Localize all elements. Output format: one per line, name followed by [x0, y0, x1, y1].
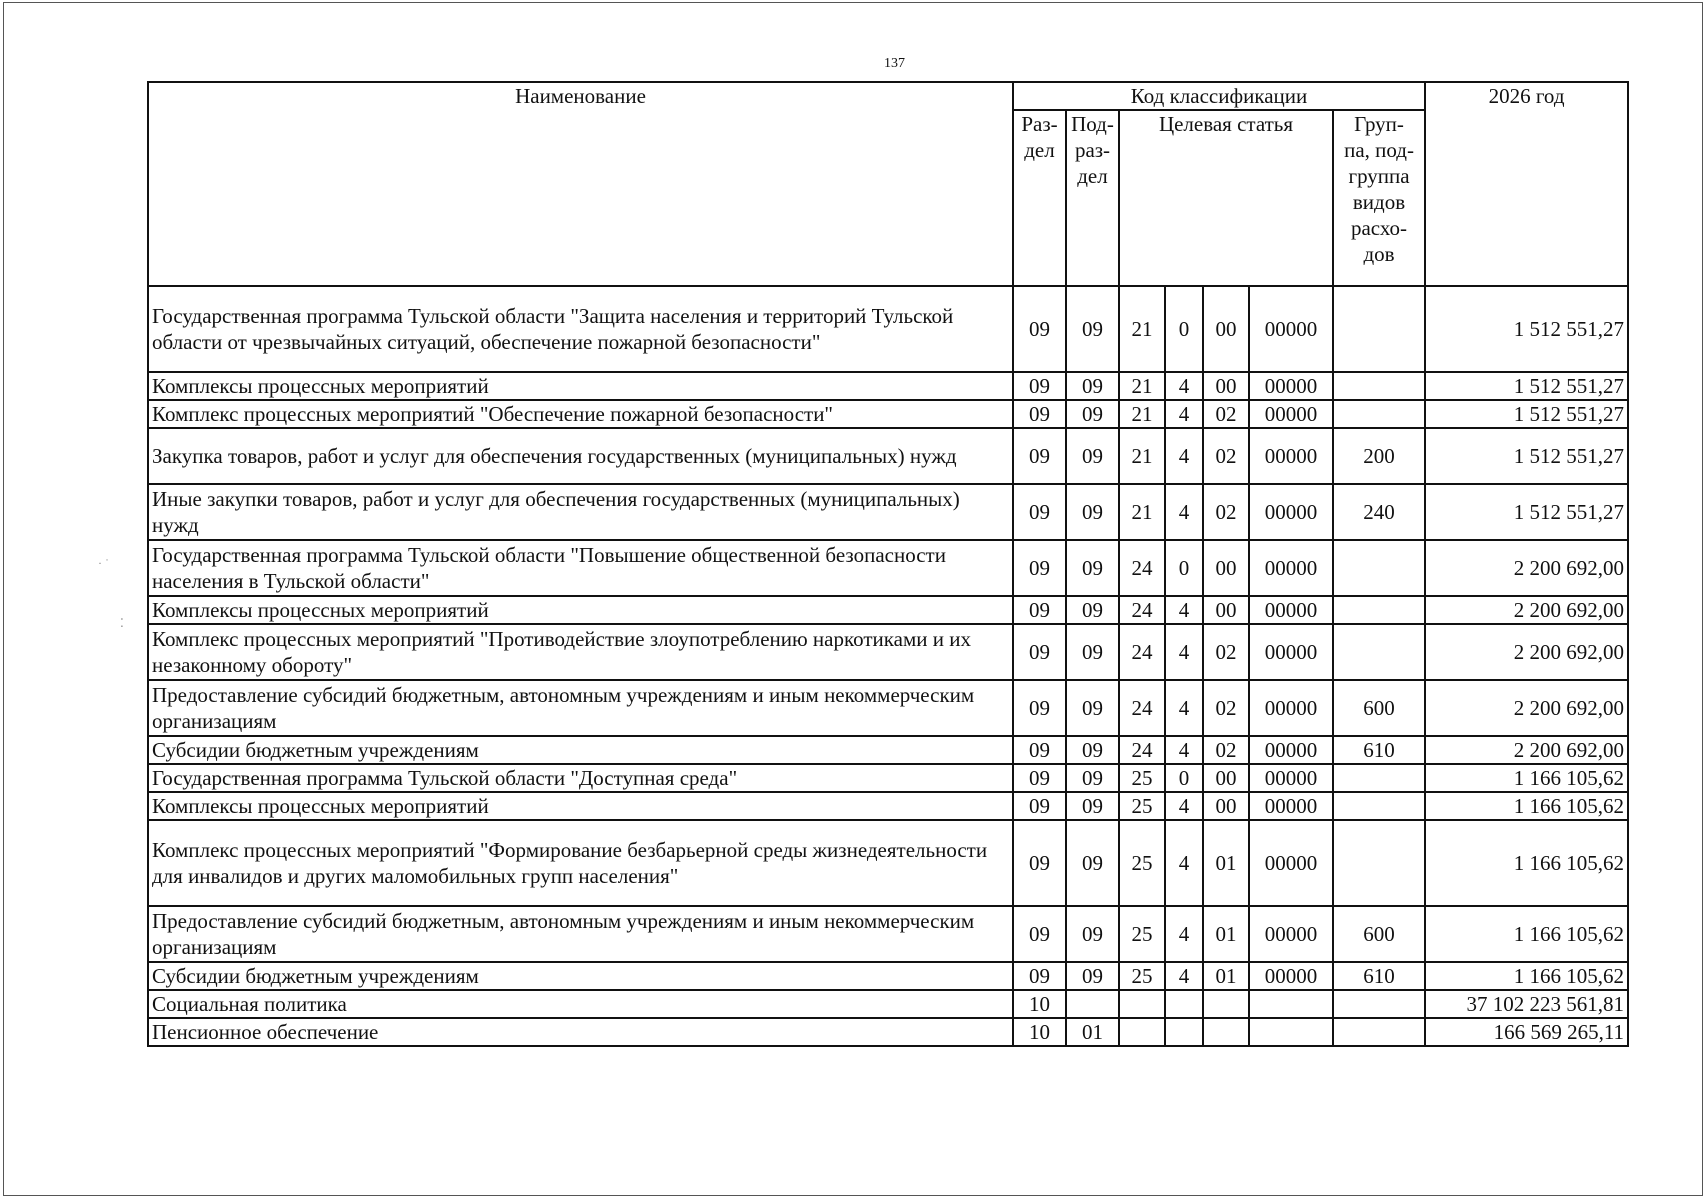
header-target-article: Целевая статья: [1119, 110, 1333, 286]
section-code: 10: [1013, 990, 1066, 1018]
table-row: [148, 1018, 1628, 1046]
amount-2026: 1 512 551,27: [1425, 428, 1628, 484]
direction-code: 00000: [1249, 540, 1333, 596]
subprogram-code: 0: [1165, 764, 1203, 792]
amount-2026: 2 200 692,00: [1425, 736, 1628, 764]
row-name: Комплексы процессных мероприятий: [148, 792, 1013, 820]
subsection-code: 09: [1066, 792, 1119, 820]
subprogram-code: 4: [1165, 372, 1203, 400]
direction-code: 00000: [1249, 484, 1333, 540]
subsection-code: [1066, 990, 1119, 1018]
table-row: [148, 372, 1628, 400]
expense-type-code: 240: [1333, 484, 1425, 540]
program-code: 24: [1119, 540, 1165, 596]
amount-2026: 1 512 551,27: [1425, 286, 1628, 372]
section-code: 09: [1013, 286, 1066, 372]
subprogram-code: 0: [1165, 286, 1203, 372]
section-code: 09: [1013, 962, 1066, 990]
subprogram-code: 4: [1165, 680, 1203, 736]
section-code: 09: [1013, 484, 1066, 540]
measure-code: 01: [1203, 962, 1249, 990]
subprogram-code: [1165, 990, 1203, 1018]
direction-code: 00000: [1249, 286, 1333, 372]
table-row: [148, 906, 1628, 962]
program-code: [1119, 1018, 1165, 1046]
row-name: Иные закупки товаров, работ и услуг для обеспечения государственных (муниципальных) нужд: [148, 484, 1013, 540]
measure-code: 01: [1203, 906, 1249, 962]
expense-type-code: [1333, 286, 1425, 372]
direction-code: 00000: [1249, 764, 1333, 792]
subsection-code: 01: [1066, 1018, 1119, 1046]
scan-artifact: · ˙: [98, 556, 109, 570]
expense-type-code: 610: [1333, 736, 1425, 764]
budget-table: [147, 81, 1629, 1047]
expense-type-code: [1333, 820, 1425, 906]
subsection-code: 09: [1066, 596, 1119, 624]
program-code: 21: [1119, 484, 1165, 540]
header-name: Наименование: [148, 82, 1013, 286]
measure-code: 00: [1203, 540, 1249, 596]
subsection-code: 09: [1066, 484, 1119, 540]
measure-code: 00: [1203, 764, 1249, 792]
direction-code: 00000: [1249, 680, 1333, 736]
row-name: Субсидии бюджетным учреждениям: [148, 962, 1013, 990]
row-name: Социальная политика: [148, 990, 1013, 1018]
subsection-code: 09: [1066, 820, 1119, 906]
direction-code: [1249, 1018, 1333, 1046]
measure-code: 01: [1203, 820, 1249, 906]
section-code: 09: [1013, 764, 1066, 792]
amount-2026: 2 200 692,00: [1425, 540, 1628, 596]
expense-type-code: 610: [1333, 962, 1425, 990]
subprogram-code: 4: [1165, 962, 1203, 990]
subprogram-code: [1165, 1018, 1203, 1046]
row-name: Закупка товаров, работ и услуг для обеспечения государственных (муниципальных) нужд: [148, 428, 1013, 484]
expense-type-code: 600: [1333, 680, 1425, 736]
measure-code: 02: [1203, 680, 1249, 736]
table-row: [148, 540, 1628, 596]
direction-code: 00000: [1249, 400, 1333, 428]
amount-2026: 2 200 692,00: [1425, 596, 1628, 624]
amount-2026: 1 512 551,27: [1425, 372, 1628, 400]
measure-code: 00: [1203, 286, 1249, 372]
program-code: 25: [1119, 792, 1165, 820]
table-row: [148, 680, 1628, 736]
direction-code: [1249, 990, 1333, 1018]
amount-2026: 37 102 223 561,81: [1425, 990, 1628, 1018]
table-row: [148, 792, 1628, 820]
amount-2026: 1 166 105,62: [1425, 962, 1628, 990]
measure-code: 00: [1203, 372, 1249, 400]
amount-2026: 2 200 692,00: [1425, 680, 1628, 736]
section-code: 09: [1013, 820, 1066, 906]
subsection-code: 09: [1066, 400, 1119, 428]
amount-2026: 1 512 551,27: [1425, 400, 1628, 428]
direction-code: 00000: [1249, 792, 1333, 820]
measure-code: 02: [1203, 624, 1249, 680]
measure-code: 00: [1203, 792, 1249, 820]
subsection-code: 09: [1066, 680, 1119, 736]
row-name: Комплексы процессных мероприятий: [148, 372, 1013, 400]
header-year: 2026 год: [1425, 82, 1628, 286]
direction-code: 00000: [1249, 906, 1333, 962]
subsection-code: 09: [1066, 962, 1119, 990]
subprogram-code: 4: [1165, 400, 1203, 428]
expense-type-code: [1333, 764, 1425, 792]
expense-type-code: 200: [1333, 428, 1425, 484]
subprogram-code: 4: [1165, 428, 1203, 484]
direction-code: 00000: [1249, 962, 1333, 990]
measure-code: [1203, 990, 1249, 1018]
program-code: 25: [1119, 962, 1165, 990]
expense-type-code: [1333, 624, 1425, 680]
measure-code: 02: [1203, 400, 1249, 428]
direction-code: 00000: [1249, 596, 1333, 624]
direction-code: 00000: [1249, 820, 1333, 906]
program-code: 21: [1119, 400, 1165, 428]
amount-2026: 1 166 105,62: [1425, 764, 1628, 792]
measure-code: 02: [1203, 736, 1249, 764]
row-name: Субсидии бюджетным учреждениям: [148, 736, 1013, 764]
subprogram-code: 0: [1165, 540, 1203, 596]
row-name: Государственная программа Тульской области "Доступная среда": [148, 764, 1013, 792]
subsection-code: 09: [1066, 906, 1119, 962]
table-row: [148, 400, 1628, 428]
program-code: 21: [1119, 286, 1165, 372]
table-row: [148, 286, 1628, 372]
section-code: 09: [1013, 372, 1066, 400]
subsection-code: 09: [1066, 286, 1119, 372]
table-row: [148, 596, 1628, 624]
expense-type-code: [1333, 792, 1425, 820]
subsection-code: 09: [1066, 428, 1119, 484]
measure-code: 00: [1203, 596, 1249, 624]
program-code: 25: [1119, 764, 1165, 792]
section-code: 09: [1013, 624, 1066, 680]
section-code: 09: [1013, 428, 1066, 484]
scan-artifact: ⁚: [120, 616, 124, 630]
amount-2026: 2 200 692,00: [1425, 624, 1628, 680]
row-name: Комплекс процессных мероприятий "Обеспечение пожарной безопасности": [148, 400, 1013, 428]
amount-2026: 1 166 105,62: [1425, 906, 1628, 962]
measure-code: 02: [1203, 428, 1249, 484]
expense-type-code: [1333, 540, 1425, 596]
program-code: 24: [1119, 736, 1165, 764]
table-row: [148, 962, 1628, 990]
section-code: 09: [1013, 540, 1066, 596]
program-code: 21: [1119, 372, 1165, 400]
section-code: 09: [1013, 792, 1066, 820]
program-code: 25: [1119, 820, 1165, 906]
expense-type-code: [1333, 596, 1425, 624]
amount-2026: 1 166 105,62: [1425, 792, 1628, 820]
row-name: Предоставление субсидий бюджетным, автономным учреждениям и иным некоммерческим организациям: [148, 680, 1013, 736]
program-code: 21: [1119, 428, 1165, 484]
subprogram-code: 4: [1165, 820, 1203, 906]
program-code: 25: [1119, 906, 1165, 962]
table-row: [148, 484, 1628, 540]
subprogram-code: 4: [1165, 484, 1203, 540]
direction-code: 00000: [1249, 372, 1333, 400]
amount-2026: 1 166 105,62: [1425, 820, 1628, 906]
expense-type-code: [1333, 372, 1425, 400]
subprogram-code: 4: [1165, 624, 1203, 680]
measure-code: [1203, 1018, 1249, 1046]
subsection-code: 09: [1066, 624, 1119, 680]
row-name: Комплекс процессных мероприятий "Формирование безбарьерной среды жизнедеятельности для инвалидов и других маломобильных групп населения": [148, 820, 1013, 906]
subsection-code: 09: [1066, 764, 1119, 792]
expense-type-code: [1333, 990, 1425, 1018]
measure-code: 02: [1203, 484, 1249, 540]
section-code: 09: [1013, 596, 1066, 624]
table-row: [148, 428, 1628, 484]
subprogram-code: 4: [1165, 792, 1203, 820]
page-number: 137: [884, 56, 905, 71]
section-code: 09: [1013, 680, 1066, 736]
table-row: [148, 990, 1628, 1018]
expense-type-code: 600: [1333, 906, 1425, 962]
table-row: [148, 764, 1628, 792]
row-name: Государственная программа Тульской области "Защита населения и территорий Тульской области от чрезвычайных ситуаций, обеспечение пожарной безопасности": [148, 286, 1013, 372]
amount-2026: 166 569 265,11: [1425, 1018, 1628, 1046]
expense-type-code: [1333, 1018, 1425, 1046]
program-code: 24: [1119, 624, 1165, 680]
row-name: Пенсионное обеспечение: [148, 1018, 1013, 1046]
row-name: Государственная программа Тульской области "Повышение общественной безопасности населения в Тульской области": [148, 540, 1013, 596]
program-code: 24: [1119, 680, 1165, 736]
subsection-code: 09: [1066, 736, 1119, 764]
direction-code: 00000: [1249, 624, 1333, 680]
amount-2026: 1 512 551,27: [1425, 484, 1628, 540]
header-classification-code: Код классификации: [1013, 82, 1425, 110]
header-section: Раз- дел: [1013, 110, 1066, 286]
subprogram-code: 4: [1165, 906, 1203, 962]
table-row: [148, 820, 1628, 906]
header-expense-group: Груп- па, под- группа видов расхо- дов: [1333, 110, 1425, 286]
table-row: [148, 736, 1628, 764]
row-name: Комплексы процессных мероприятий: [148, 596, 1013, 624]
subprogram-code: 4: [1165, 596, 1203, 624]
section-code: 09: [1013, 906, 1066, 962]
program-code: [1119, 990, 1165, 1018]
section-code: 09: [1013, 400, 1066, 428]
subprogram-code: 4: [1165, 736, 1203, 764]
direction-code: 00000: [1249, 736, 1333, 764]
direction-code: 00000: [1249, 428, 1333, 484]
program-code: 24: [1119, 596, 1165, 624]
header-subsection: Под- раз- дел: [1066, 110, 1119, 286]
expense-type-code: [1333, 400, 1425, 428]
subsection-code: 09: [1066, 540, 1119, 596]
table-body: [148, 286, 1628, 1046]
subsection-code: 09: [1066, 372, 1119, 400]
row-name: Предоставление субсидий бюджетным, автономным учреждениям и иным некоммерческим организациям: [148, 906, 1013, 962]
table-row: [148, 624, 1628, 680]
row-name: Комплекс процессных мероприятий "Противодействие злоупотреблению наркотиками и их незаконному обороту": [148, 624, 1013, 680]
section-code: 10: [1013, 1018, 1066, 1046]
section-code: 09: [1013, 736, 1066, 764]
